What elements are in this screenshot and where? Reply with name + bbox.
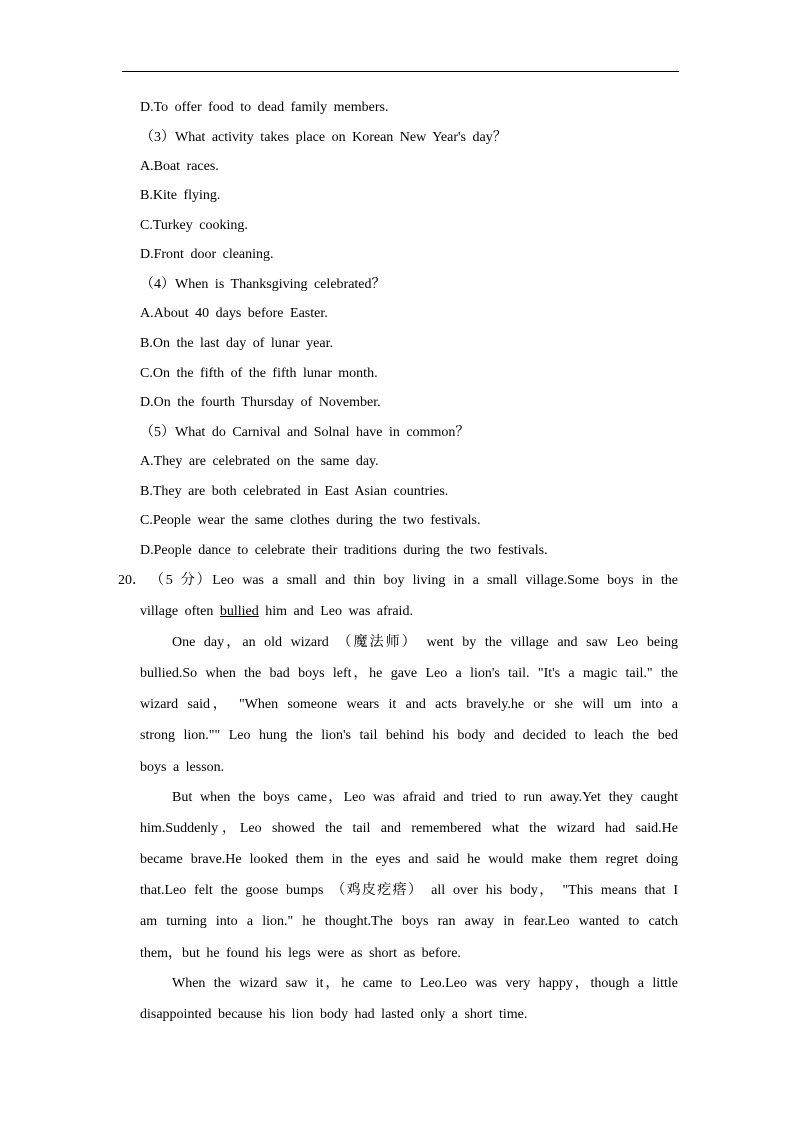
underlined-word: bullied <box>219 604 259 619</box>
question-20-stem-line2 <box>140 603 413 621</box>
passage-line: am turning into a lion." he thought.The boys ran away in fear.Leo wanted to catch <box>140 914 678 929</box>
option-text: A.They are celebrated on the same day. <box>140 454 379 469</box>
passage-line: wizard said， "When someone wears it and acts bravely.he or she will um into a <box>140 697 678 712</box>
option-text: C.On the fifth of the fifth lunar month. <box>140 366 378 381</box>
question-20-number: 20． <box>118 573 146 588</box>
option-text: B.They are both celebrated in East Asian countries. <box>140 484 449 499</box>
question-3: （3）What activity takes place on Korean New Year's day？ <box>140 130 507 145</box>
passage-line: boys a lesson. <box>140 760 225 775</box>
passage-line: One day，an old wizard （魔法师） went by the village and saw Leo being <box>172 635 678 650</box>
header-rule <box>122 71 679 72</box>
passage-line: him.Suddenly，Leo showed the tail and remembered what the wizard had said.He <box>140 821 678 836</box>
question-4: （4）When is Thanksgiving celebrated？ <box>140 277 386 292</box>
passage-line: became brave.He looked them in the eyes and said he would make them regret doing <box>140 852 678 867</box>
option-text: A.Boat races. <box>140 159 219 174</box>
option-text: C.People wear the same clothes during the two festivals. <box>140 513 481 528</box>
option-text: C.Turkey cooking. <box>140 218 248 233</box>
passage-line: strong lion."" Leo hung the lion's tail behind his body and decided to leach the bed <box>140 728 678 743</box>
stem-text: village often <box>140 604 220 619</box>
option-text: A.About 40 days before Easter. <box>140 306 328 321</box>
option-text: B.Kite flying. <box>140 188 221 203</box>
question-20-stem: （5 分）Leo was a small and thin boy living in a small village.Some boys in the <box>150 573 678 588</box>
passage-line: But when the boys came，Leo was afraid and tried to run away.Yet they caught <box>172 790 678 805</box>
option-text: D.To offer food to dead family members. <box>140 100 389 115</box>
option-text: D.Front door cleaning. <box>140 247 274 262</box>
question-5: （5）What do Carnival and Solnal have in common？ <box>140 425 470 440</box>
passage-line: bullied.So when the bad boys left，he gave Leo a lion's tail. "It's a magic tail." the <box>140 666 678 681</box>
option-text: D.On the fourth Thursday of November. <box>140 395 381 410</box>
passage-line: disappointed because his lion body had lasted only a short time. <box>140 1007 528 1022</box>
option-text: D.People dance to celebrate their traditions during the two festivals. <box>140 543 548 558</box>
stem-text: him and Leo was afraid. <box>258 604 413 619</box>
option-text: B.On the last day of lunar year. <box>140 336 333 351</box>
passage-line: When the wizard saw it，he came to Leo.Leo was very happy，though a little <box>172 976 678 991</box>
passage-line: them，but he found his legs were as short as before. <box>140 946 461 961</box>
passage-line: that.Leo felt the goose bumps （鸡皮疙瘩） all over his body， "This means that I <box>140 883 678 898</box>
